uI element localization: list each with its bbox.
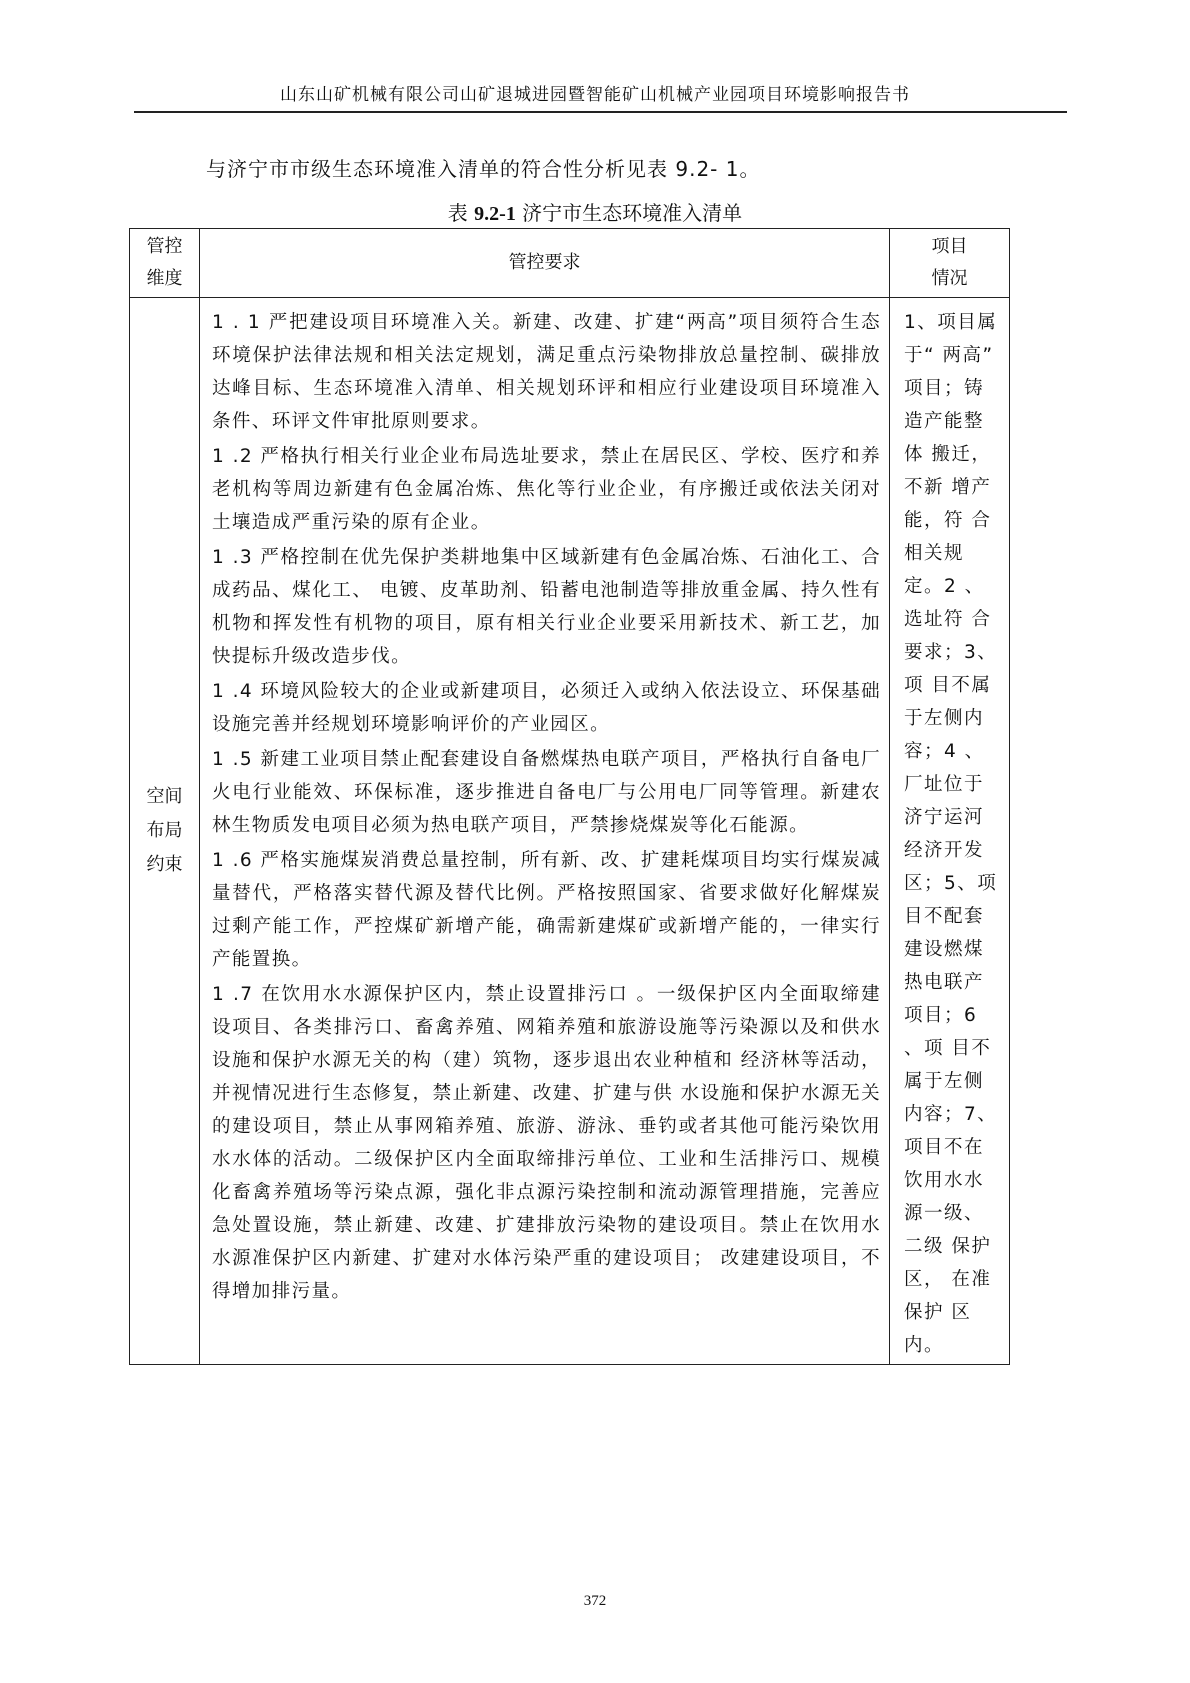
access-list-table [129, 228, 1010, 1365]
situation-cell [890, 298, 1010, 1365]
header-dimension [130, 229, 200, 298]
requirement-item: 1 .3 严格控制在优先保护类耕地集中区域新建有色金属冶炼、石油化工、合成药品、煤化工、 电镀、皮革助剂、铅蓄电池制造等排放重金属、持久性有机物和挥发性有机物的项目，原有相关行业企业要采用新技术、新工艺，加快提标升级改造步伐。 [212, 547, 881, 667]
dimension-cell [130, 298, 200, 1365]
dimension-line: 约束 [146, 854, 183, 875]
requirement-item: 1 .6 严格实施煤炭消费总量控制，所有新、改、扩建耗煤项目均实行煤炭减量替代，严格落实替代源及替代比例。严格按照国家、省要求做好化解煤炭过剩产能工作，严控煤矿新增产能，确需新建煤矿或新增产能的，一律实行产能置换。 [212, 850, 881, 970]
header-situation-line: 项目 [931, 236, 968, 257]
page-number: 372 [583, 1593, 607, 1609]
caption-title: 济宁市生态环境准入清单 [515, 201, 743, 225]
caption-number: 9.2-1 [474, 203, 516, 225]
header-dimension-line: 管控 [146, 236, 183, 257]
requirement-item: 1 .4 环境风险较大的企业或新建项目，必须迁入或纳入依法设立、环保基础设施完善并经规划环境影响评价的产业园区。 [212, 681, 881, 735]
dimension-line: 布局 [146, 820, 183, 841]
header-requirement: 管控要求 [200, 229, 890, 298]
requirement-item: 1 .2 严格执行相关行业企业布局选址要求，禁止在居民区、学校、医疗和养老机构等周边新建有色金属冶炼、焦化等行业企业，有序搬迁或依法关闭对土壤造成严重污染的原有企业。 [212, 446, 881, 533]
header-situation [890, 229, 1010, 298]
requirement-item: 1 .7 在饮用水水源保护区内，禁止设置排污口 。一级保护区内全面取缔建设项目、各类排污口、畜禽养殖、网箱养殖和旅游设施等污染源以及和供水设施和保护水源无关的构（建）筑物，逐步退出农业种植和 经济林等活动，并视情况进行生态修复，禁止新建、改建、扩建与供 水设施和保护水源无关的建设项目，禁止从事网箱养殖、旅游、游泳、垂钓或者其他可能污染饮用水水体的活动。二级保护区内全面取缔排污单位、工业和生活排污口、规模化畜禽养殖场等污染点源，强化非点源污染控制和流动源管理措施，完善应急处置设施，禁止新建、改建、扩建排放污染物的建设项目。禁止在饮用水水源准保护区内新建、扩建对水体污染严重的建设项目； 改建建设项目，不得增加排污量。 [212, 984, 881, 1302]
header-situation-line: 情况 [931, 268, 968, 289]
requirement-cell [200, 298, 890, 1365]
caption-prefix: 表 [447, 201, 475, 225]
table-row [130, 298, 1010, 1365]
table-caption [0, 197, 1190, 226]
table-header-row [130, 229, 1010, 298]
header-dimension-line: 维度 [146, 268, 183, 289]
document-header: 山东山矿机械有限公司山矿退城进园暨智能矿山机械产业园项目环境影响报告书 [280, 85, 910, 105]
situation-text: 1、项目属于“ 两高” 项目；铸造产能整体 搬迁，不新 增产能，符 合相关规定。2 、选址符 合要求；3、项 目不属于左侧内容；4 、厂址位于济宁运河经济开发区；5、项目不配套建设燃煤热电联产项目；6 、项 目不属于左侧内容；7、项目不在饮用水水源一级、二级 保护区， 在准保护 区内。 [904, 312, 998, 1356]
dimension-line: 空间 [146, 786, 183, 807]
intro-text: 与济宁市市级生态环境准入清单的符合性分析见表 9.2- 1。 [206, 157, 761, 181]
requirement-item: 1 .5 新建工业项目禁止配套建设自备燃煤热电联产项目，严格执行自备电厂火电行业能效、环保标准，逐步推进自备电厂与公用电厂同等管理。新建农林生物质发电项目必须为热电联产项目，严禁掺烧煤炭等化石能源。 [212, 749, 881, 836]
header-rule [134, 111, 1067, 113]
requirement-item: 1 . 1 严把建设项目环境准入关。新建、改建、扩建“两高”项目须符合生态环境保护法律法规和相关法定规划，满足重点污染物排放总量控制、碳排放达峰目标、生态环境准入清单、相关规划环评和相应行业建设项目环境准入条件、环评文件审批原则要求。 [212, 312, 881, 432]
